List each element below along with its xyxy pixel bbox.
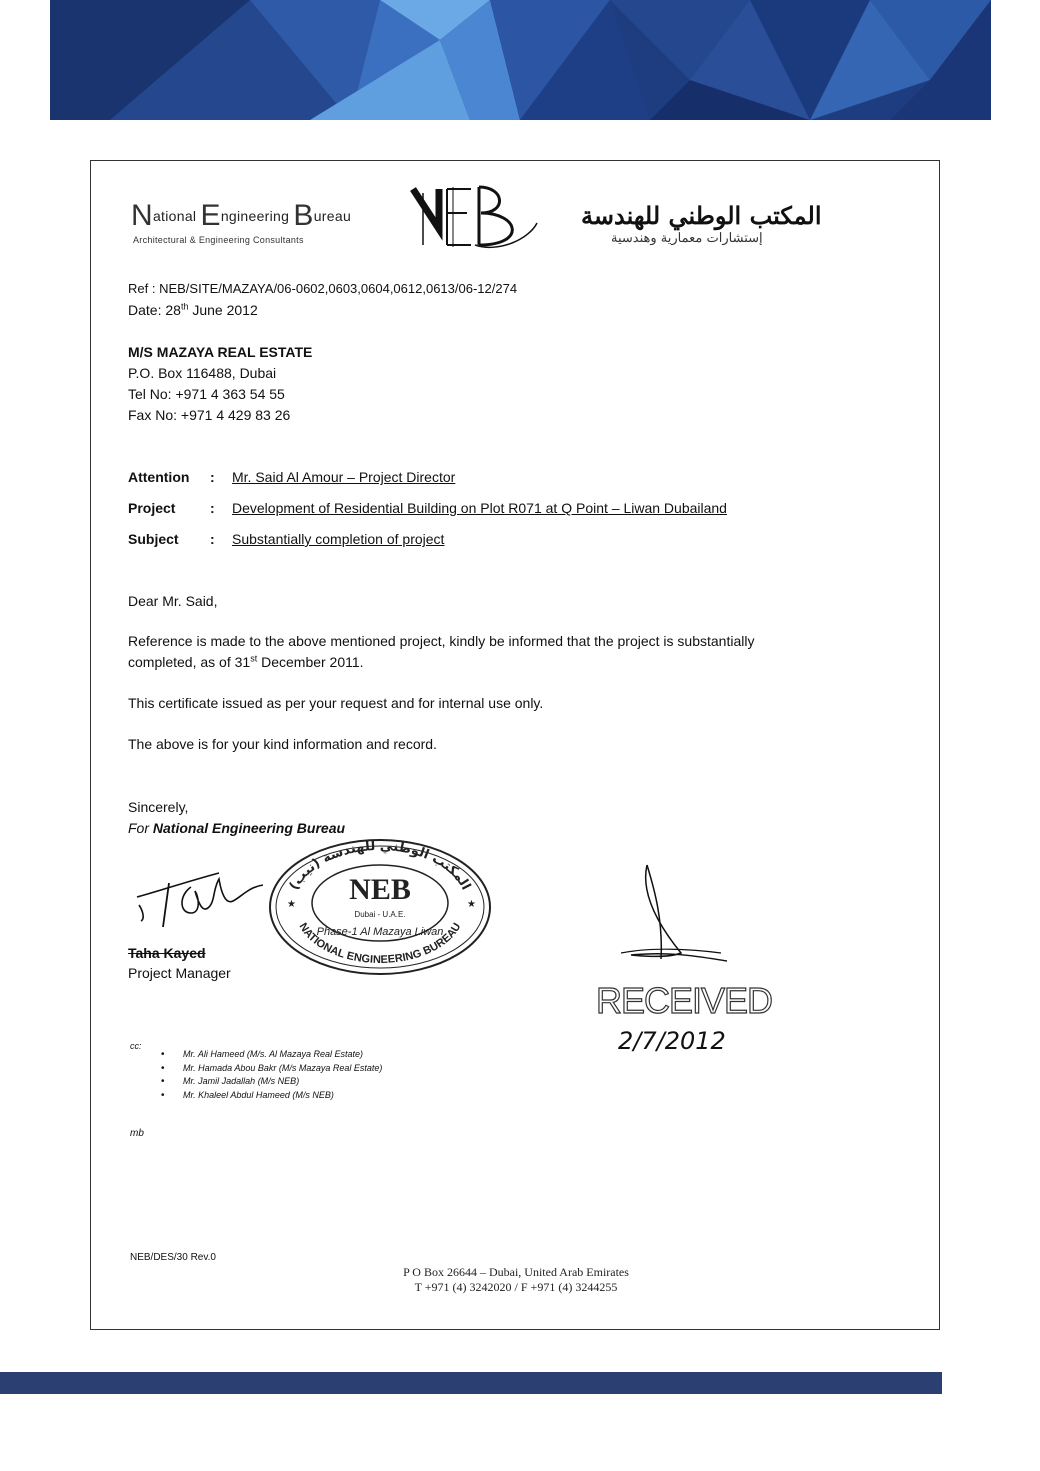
svg-text:NEB: NEB	[349, 873, 411, 906]
signatory-name: Taha Kayed	[128, 945, 206, 961]
svg-text:Dubai - U.A.E.: Dubai - U.A.E.	[354, 910, 406, 919]
signature-signatory	[129, 861, 279, 946]
attention-label: Attention	[128, 469, 190, 485]
recipient-name: M/S MAZAYA REAL ESTATE	[128, 344, 313, 360]
recipient-po-box: P.O. Box 116488, Dubai	[128, 365, 277, 381]
letter-date: Date: 28th June 2012	[128, 301, 258, 318]
recipient-tel: Tel No: +971 4 363 54 55	[128, 386, 285, 402]
footer-phone: T +971 (4) 3242020 / F +971 (4) 3244255	[414, 1280, 618, 1294]
list-item: • Mr. Khaleel Abdul Hameed (M/s NEB)	[161, 1089, 382, 1103]
company-tagline-en: Architectural & Engineering Consultants	[133, 235, 304, 245]
recipient-fax: Fax No: +971 4 429 83 26	[128, 407, 291, 423]
body-paragraph-2: This certificate issued as per your request and for internal use only.	[128, 695, 544, 711]
svg-text:المكتب الوطني للهندسة (نيب): المكتب الوطني للهندسة (نيب)	[286, 838, 474, 893]
received-stamp	[596, 973, 773, 1068]
company-seal-stamp	[267, 837, 493, 982]
body-paragraph-3: The above is for your kind information and record.	[128, 736, 437, 752]
subject-row: Subject : Substantially completion of project	[128, 531, 445, 547]
company-name-ar: المكتب الوطني للهندسة	[581, 201, 822, 230]
header-banner	[50, 0, 991, 120]
signatory-title: Project Manager	[128, 965, 231, 981]
footer-bar	[0, 1372, 942, 1394]
closing: Sincerely,	[128, 799, 189, 815]
project-value: Development of Residential Building on Plot R071 at Q Point – Liwan Dubailand	[232, 500, 727, 516]
salutation: Dear Mr. Said,	[128, 593, 218, 609]
body-paragraph-1-line-1: Reference is made to the above mentioned project, kindly be informed that the project is substantially	[128, 633, 755, 649]
footer-address: P O Box 26644 – Dubai, United Arab Emirates	[403, 1265, 629, 1279]
cc-label: cc:	[130, 1041, 142, 1051]
svg-text:RECEIVED: RECEIVED	[596, 980, 773, 1021]
banner-polygons	[50, 0, 991, 120]
form-code: NEB/DES/30 Rev.0	[130, 1252, 216, 1263]
svg-text:NATIONAL ENGINEERING BUREAU: NATIONAL ENGINEERING BUREAU	[296, 920, 464, 967]
svg-text:★: ★	[467, 899, 476, 910]
typist-initials: mb	[130, 1128, 144, 1139]
subject-value: Substantially completion of project	[232, 531, 445, 547]
project-label: Project	[128, 500, 176, 516]
neb-logo	[409, 183, 539, 254]
company-name-en: National Engineering Bureau	[131, 199, 352, 232]
reference-number: Ref : NEB/SITE/MAZAYA/06-0602,0603,0604,0612,0613/06-12/274	[128, 281, 518, 296]
list-item: • Mr. Hamada Abou Bakr (M/s Mazaya Real Estate)	[161, 1062, 382, 1076]
body-paragraph-1-line-2: completed, as of 31st December 2011.	[128, 653, 364, 670]
neb-logo-mark	[409, 183, 539, 249]
svg-text:2/7/2012: 2/7/2012	[618, 1027, 726, 1055]
list-item: • Mr. Ali Hameed (M/s. Al Mazaya Real Estate)	[161, 1048, 382, 1062]
attention-value: Mr. Said Al Amour – Project Director	[232, 469, 456, 485]
project-row: Project : Development of Residential Building on Plot R071 at Q Point – Liwan Dubailand	[128, 500, 727, 516]
svg-text:Phase-1 Al Mazaya Liwan: Phase-1 Al Mazaya Liwan	[316, 926, 444, 938]
list-item: • Mr. Jamil Jadallah (M/s NEB)	[161, 1075, 382, 1089]
subject-label: Subject	[128, 531, 179, 547]
letter-page	[90, 160, 940, 1330]
attention-row: Attention : Mr. Said Al Amour – Project Director	[128, 469, 456, 485]
svg-text:★: ★	[287, 899, 296, 910]
closing-for-line: For National Engineering Bureau	[128, 820, 346, 836]
signature-received	[611, 861, 731, 976]
company-tagline-ar: إستشارات معمارية وهندسية	[611, 231, 763, 246]
cc-list	[161, 1048, 382, 1102]
